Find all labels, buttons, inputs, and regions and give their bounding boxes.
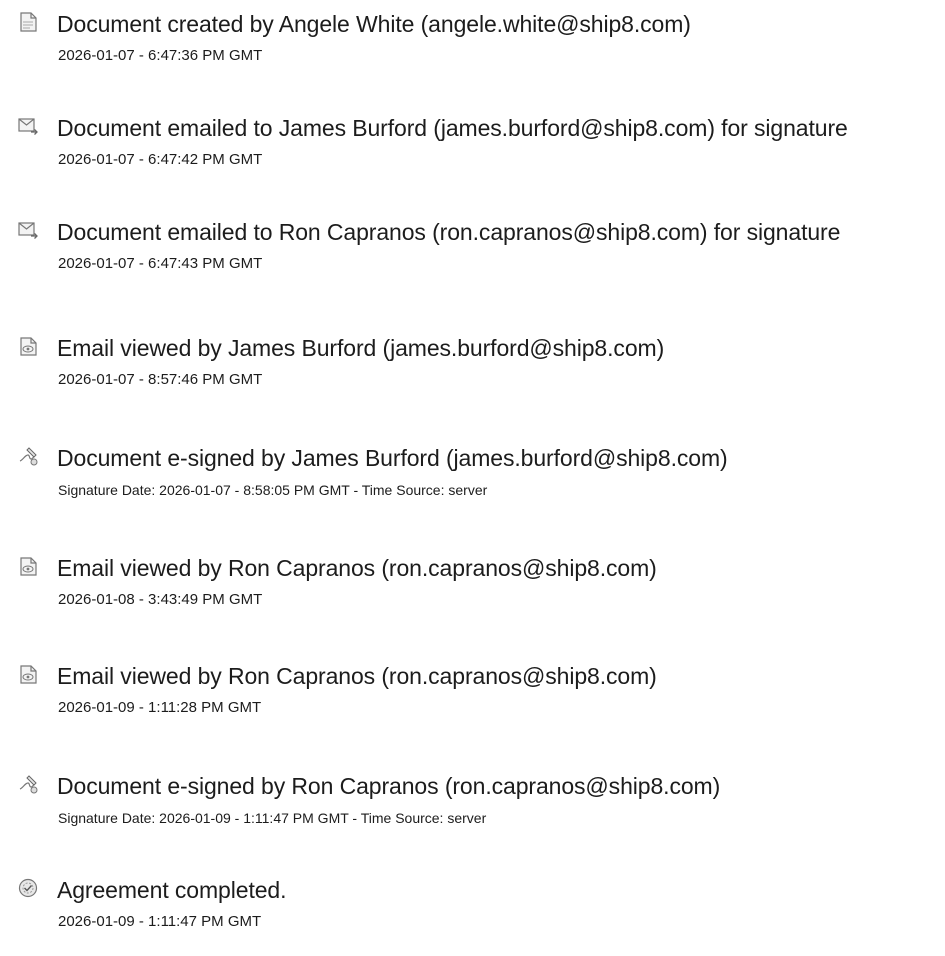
audit-event (0, 334, 945, 414)
event-timestamp: 2026-01-07 - 6:47:42 PM GMT (58, 151, 263, 168)
event-timestamp: 2026-01-09 - 1:11:28 PM GMT (58, 699, 262, 716)
event-timestamp: 2026-01-09 - 1:11:47 PM GMT (58, 913, 262, 930)
event-title: Document created by Angele White (angele.white@ship8.com) (57, 11, 691, 37)
event-title: Document e-signed by Ron Capranos (ron.capranos@ship8.com) (57, 773, 721, 799)
email-viewed-icon (17, 663, 39, 685)
event-timestamp: 2026-01-08 - 3:43:49 PM GMT (58, 591, 263, 608)
audit-event (0, 444, 945, 524)
email-viewed-icon (17, 335, 39, 357)
document-created-icon (17, 11, 39, 33)
audit-event (0, 662, 945, 742)
event-title: Agreement completed. (57, 877, 287, 903)
event-timestamp: 2026-01-07 - 8:57:46 PM GMT (58, 371, 263, 388)
event-title: Email viewed by Ron Capranos (ron.capranos@ship8.com) (57, 663, 657, 689)
event-timestamp: Signature Date: 2026-01-09 - 1:11:47 PM GMT - Time Source: server (58, 810, 487, 826)
event-title: Email viewed by James Burford (james.burford@ship8.com) (57, 335, 665, 361)
event-timestamp: 2026-01-07 - 6:47:43 PM GMT (58, 255, 263, 272)
event-title: Email viewed by Ron Capranos (ron.capranos@ship8.com) (57, 555, 657, 581)
audit-event (0, 114, 945, 194)
agreement-completed-icon (17, 877, 39, 899)
signature-pen-icon (17, 773, 39, 795)
event-timestamp: Signature Date: 2026-01-07 - 8:58:05 PM GMT - Time Source: server (58, 482, 488, 498)
event-title: Document emailed to James Burford (james.burford@ship8.com) for signature (57, 115, 848, 141)
audit-event (0, 10, 945, 90)
audit-event (0, 218, 945, 298)
event-title: Document emailed to Ron Capranos (ron.capranos@ship8.com) for signature (57, 219, 841, 245)
email-viewed-icon (17, 555, 39, 577)
audit-event (0, 554, 945, 634)
document-emailed-icon (17, 115, 39, 137)
document-emailed-icon (17, 219, 39, 241)
event-timestamp: 2026-01-07 - 6:47:36 PM GMT (58, 47, 263, 64)
audit-event (0, 876, 945, 956)
audit-event (0, 772, 945, 852)
event-title: Document e-signed by James Burford (james.burford@ship8.com) (57, 445, 728, 471)
signature-pen-icon (17, 445, 39, 467)
